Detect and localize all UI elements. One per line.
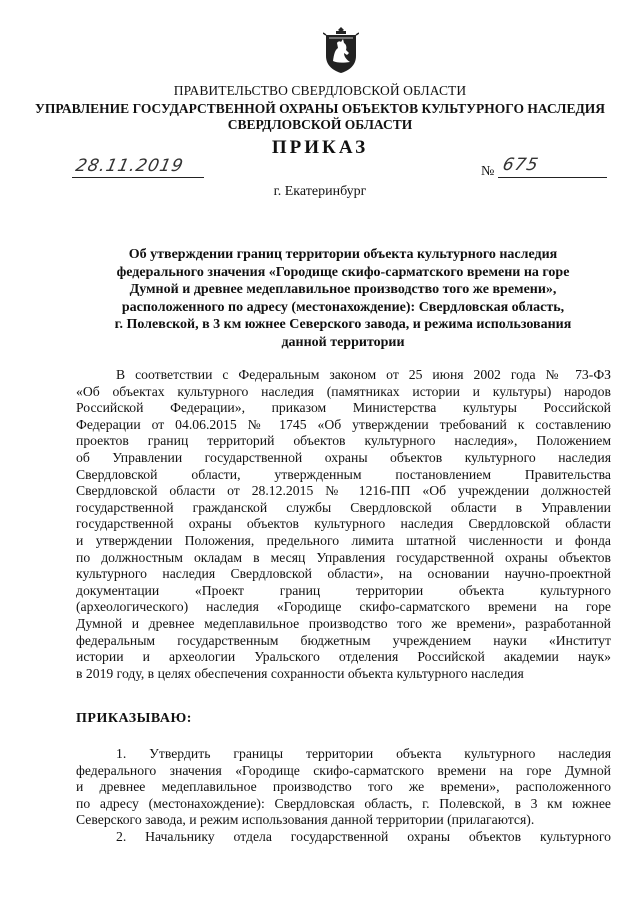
body-line: культурного наследия Свердловской области», на основании научно-проектной [76, 566, 611, 582]
government-name: ПРАВИТЕЛЬСТВО СВЕРДЛОВСКОЙ ОБЛАСТИ [173, 83, 467, 98]
body-line: (археологического) наследия «Городище скифо-сарматского времени на горе [76, 599, 611, 615]
body-line: по должностным окладам в месяц Управления государственной охраны объектов [76, 549, 611, 565]
order-directive: ПРИКАЗЫВАЮ: [76, 711, 192, 726]
body-line: В соответствии с Федеральным законом от 25 июня 2002 года № 73-ФЗ [116, 367, 611, 382]
body-line: об Управлении государственной охраны объектов культурного наследия [76, 449, 611, 465]
body-line: Думной и древнее медеплавильное производство того же времени», разработанной [76, 615, 611, 631]
title-line: Думной и древнее медеплавильное производство того же времени», [129, 282, 557, 298]
item-line: и древнее медеплавильное производство того же времени», расположенного [76, 779, 611, 795]
body-line: в 2019 году, в целях обеспечения сохранности объекта культурного наследия [76, 665, 524, 681]
title-line: г. Полевской, в 3 км южнее Северского завода, и режима использования [114, 317, 572, 333]
title-line: расположенного по адресу (местонахождение): Свердловская область, [121, 299, 565, 315]
item-line: по адресу (местонахождение): Свердловская область, г. Полевской, в 3 км южнее [76, 795, 611, 811]
body-line: федеральным государственным бюджетным учреждением науки «Институт [76, 632, 611, 648]
body-line: государственной гражданской службы Свердловской области в Управлении [76, 499, 611, 515]
body-line: Российской Федерации», приказом Министерства культуры Российской [76, 400, 611, 416]
item-line: 2. Начальнику отдела государственной охраны объектов культурного [116, 828, 611, 844]
preamble-paragraph [76, 367, 611, 682]
body-line: документации «Проект границ территории объекта культурного [76, 582, 611, 598]
body-line: государственной охраны объектов культурного наследия Свердловской области [76, 516, 611, 532]
document-type: ПРИКАЗ [271, 137, 369, 158]
body-line: «Об объектах культурного наследия (памятниках истории и культуры) народов [76, 383, 611, 399]
document-title [78, 246, 608, 352]
title-line: федерального значения «Городище скифо-сарматского времени на горе [116, 264, 570, 280]
body-line: Свердловской области, утвержденным постановлением Правительства [76, 466, 611, 482]
order-number: 675 [500, 155, 541, 175]
department-name: УПРАВЛЕНИЕ ГОСУДАРСТВЕННОЙ ОХРАНЫ ОБЪЕКТОВ КУЛЬТУРНОГО НАСЛЕДИЯ СВЕРДЛОВСКОЙ ОБЛАСТИ [34, 101, 606, 132]
city: г. Екатеринбург [273, 184, 367, 199]
item-line: Северского завода, и режим использования данной территории (прилагаются). [76, 812, 535, 828]
item-line: федерального значения «Городище скифо-сарматского времени на горе Думной [76, 762, 611, 778]
title-line: данной территории [281, 334, 405, 350]
order-date: 28.11.2019 [73, 156, 186, 176]
date-underline [72, 177, 204, 178]
number-sign: № [481, 164, 495, 179]
body-line: истории и археологии Уральского отделения Российской академии наук» [76, 649, 611, 665]
body-line: Федерации от 04.06.2015 № 1745 «Об утверждении требований к составлению [76, 416, 611, 432]
number-underline [498, 177, 607, 178]
coat-of-arms-icon [323, 26, 359, 74]
order-items [76, 746, 611, 846]
body-line: и утверждении Положения, предельного лимита штатной численности и фонда [76, 532, 611, 548]
item-line: 1. Утвердить границы территории объекта культурного наследия [116, 746, 611, 761]
body-line: проектов границ территорий объектов культурного наследия», Положением [76, 433, 611, 449]
body-line: Свердловской области от 28.12.2015 № 1216-ПП «Об учреждении должностей [76, 483, 611, 499]
title-line: Об утверждении границ территории объекта культурного наследия [128, 247, 558, 262]
